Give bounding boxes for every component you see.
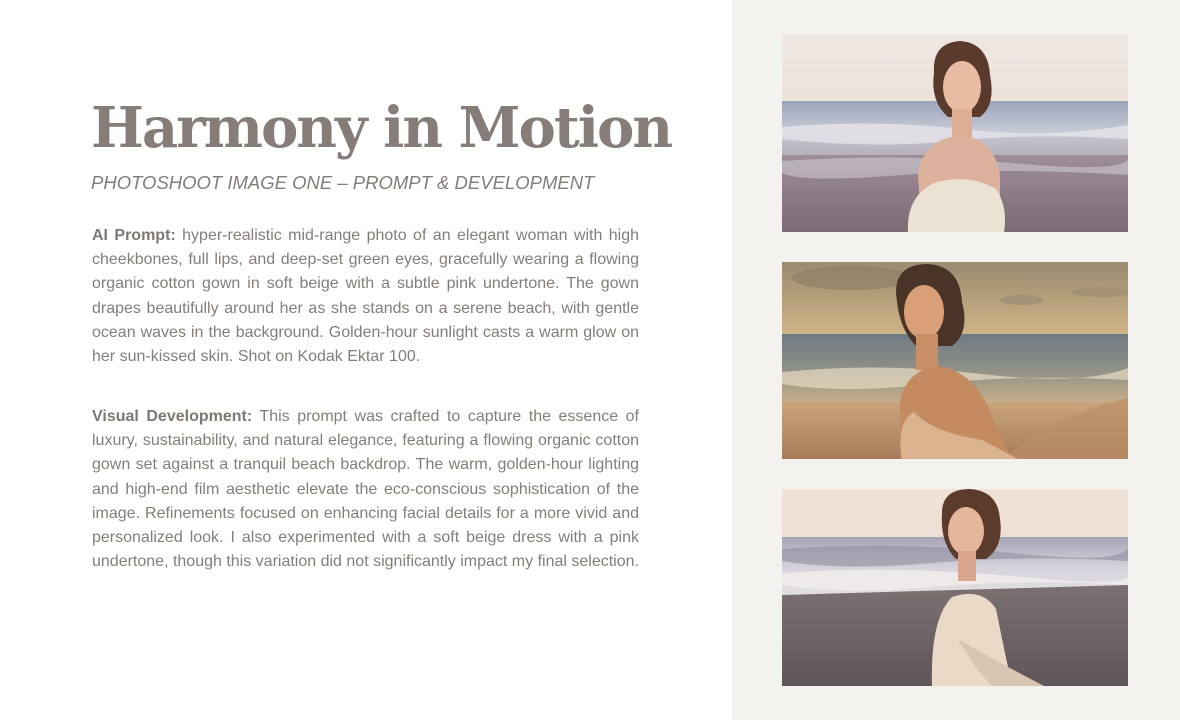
visual-development-label: Visual Development: <box>92 408 253 425</box>
visual-development-text: This prompt was crafted to capture the essence of luxury, sustainability, and natural elegance, featuring a flowing organic cotton gown set against a tranquil beach backdrop. The warm, golden-hour lighting and high-end film aesthetic elevate the eco-conscious sophistication of the image. Refinements focused on enhancing facial details for a more vivid and personalized look. I also experimented with a soft beige dress with a pink undertone, though this variation did not significantly impact my final selection. <box>92 408 640 571</box>
page-title: Harmony in Motion <box>91 95 672 161</box>
photo-2 <box>782 262 1128 459</box>
ai-prompt-label: AI Prompt: <box>92 227 176 244</box>
ai-prompt-paragraph <box>92 224 639 369</box>
beach-portrait-image-2 <box>782 262 1128 459</box>
ai-prompt-text: hyper-realistic mid-range photo of an elegant woman with high cheekbones, full lips, and deep-set green eyes, gracefully wearing a flowing organic cotton gown in soft beige with a subtle pink undertone. The gown drapes beautifully around her as she stands on a serene beach, with gentle ocean waves in the background. Golden-hour sunlight casts a warm glow on her sun-kissed skin. Shot on Kodak Ektar 100. <box>92 227 640 366</box>
photo-1 <box>782 35 1128 232</box>
beach-portrait-image-1 <box>782 35 1128 232</box>
photo-3 <box>782 489 1128 686</box>
visual-development-paragraph <box>92 405 639 574</box>
page-subtitle: PHOTOSHOOT IMAGE ONE – PROMPT & DEVELOPMENT <box>91 172 595 193</box>
beach-portrait-image-3 <box>782 489 1128 686</box>
